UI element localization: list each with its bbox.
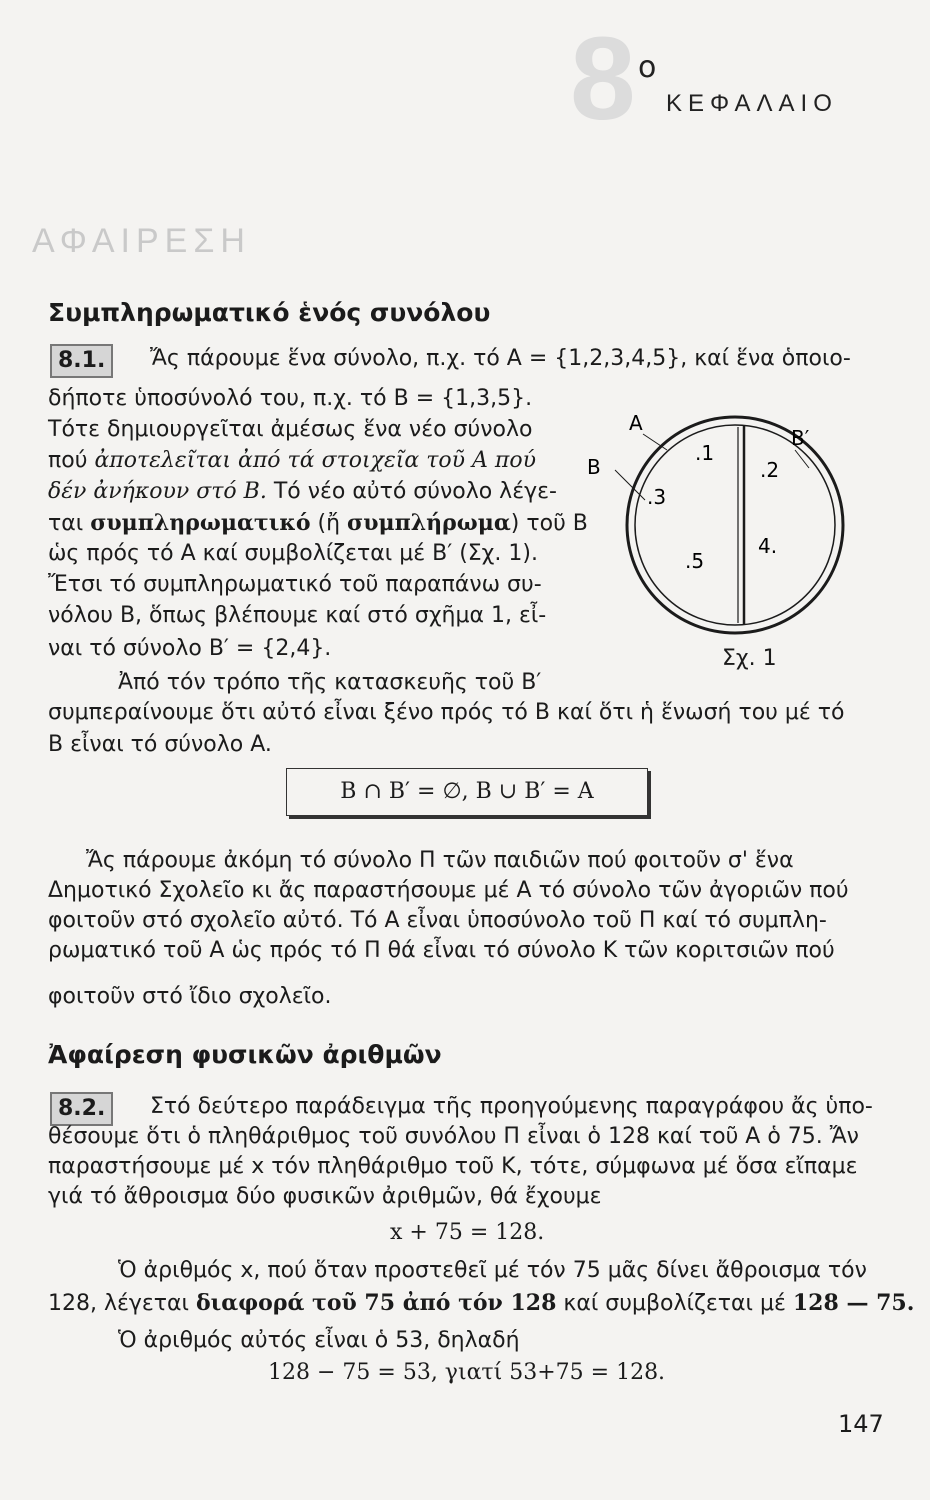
text-line: B εἶναι τό σύνολο A. — [48, 732, 272, 757]
italic-text: δέν ἀνήκουν στό B. — [48, 479, 267, 504]
text-span: ) τοῦ B — [510, 511, 588, 536]
subsection-title-complement: Συμπληρωματικό ἑνός συνόλου — [48, 298, 491, 327]
page-number: 147 — [838, 1410, 884, 1438]
text-line: ναι τό σύνολο B′ = {2,4}. — [48, 636, 332, 661]
label-B: B — [587, 455, 601, 479]
element-1: .1 — [695, 441, 715, 465]
set-A-inner-circle — [635, 425, 835, 625]
label-B-prime-pointer — [795, 450, 809, 468]
subsection-title-subtraction: Ἀφαίρεση φυσικῶν ἀριθμῶν — [48, 1040, 442, 1069]
text-line: παραστήσουμε μέ x τόν πληθάριθμο τοῦ K, τότε, σύμφωνα μέ ὅσα εἴπαμε — [48, 1154, 858, 1179]
text-line: δήποτε ὑποσύνολό του, π.χ. τό B = {1,3,5}. — [48, 386, 533, 411]
formula-box: B ∩ B′ = ∅, B ∪ B′ = A — [286, 768, 648, 816]
chapter-number-superscript: ο — [638, 50, 657, 85]
text-line: Ὁ ἀριθμός αὐτός εἶναι ὁ 53, δηλαδή — [118, 1328, 520, 1353]
element-3: .3 — [647, 485, 667, 509]
chapter-number: 8 — [570, 13, 636, 145]
element-4: 4. — [758, 534, 778, 558]
bold-term: συμπληρωματικό — [90, 510, 311, 536]
label-A-pointer — [643, 434, 667, 450]
italic-text: ἀποτελεῖται ἀπό τά στοιχεῖα τοῦ A πού — [94, 448, 536, 473]
text-span: (ἤ — [310, 511, 348, 536]
venn-diagram-figure — [587, 410, 895, 670]
equation-x-plus-75: x + 75 = 128. — [390, 1220, 545, 1245]
text-span: Τό νέο αὐτό σύνολο λέγε- — [266, 479, 557, 504]
text-line: Ἄς πάρουμε ἀκόμη τό σύνολο Π τῶν παιδιῶν πού φοιτοῦν σ' ἕνα — [86, 848, 794, 873]
text-line: ρωματικό τοῦ A ὡς πρός τό Π θά εἶναι τό σύνολο K τῶν κοριτσιῶν πού — [48, 938, 835, 963]
label-B-prime: B′ — [791, 426, 810, 450]
text-line: Ὁ ἀριθμός x, πού ὅταν προστεθεῖ μέ τόν 75 μᾶς δίνει ἄθροισμα τόν — [118, 1258, 867, 1283]
text-line: συμπεραίνουμε ὅτι αὐτό εἶναι ξένο πρός τό B καί ὅτι ἡ ἕνωσή του μέ τό — [48, 700, 845, 725]
element-5: .5 — [685, 549, 705, 573]
section-title: ΑΦΑΙΡΕΣΗ — [32, 222, 251, 260]
text-line: Ἀπό τόν τρόπο τῆς κατασκευῆς τοῦ B′ — [118, 670, 542, 695]
paragraph-label-8-2: 8.2. — [50, 1092, 113, 1126]
text-line: γιά τό ἄθροισμα δύο φυσικῶν ἀριθμῶν, θά ἔχουμε — [48, 1184, 602, 1209]
figure-caption: Σχ. 1 — [722, 646, 777, 671]
text-line: Ἄς πάρουμε ἕνα σύνολο, π.χ. τό A = {1,2,3,4,5}, καί ἕνα ὁποιο- — [150, 346, 851, 371]
label-A: A — [629, 411, 643, 435]
text-line — [48, 1288, 914, 1319]
text-line: Τότε δημιουργεῖται ἀμέσως ἕνα νέο σύνολο — [48, 417, 533, 442]
set-A-circle — [627, 417, 843, 633]
text-line: ὡς πρός τό A καί συμβολίζεται μέ B′ (Σχ. 1). — [48, 541, 538, 566]
text-line: Δημοτικό Σχολεῖο κι ἄς παραστήσουμε μέ A τό σύνολο τῶν ἀγοριῶν πού — [48, 878, 849, 903]
bold-term: 128 — 75. — [792, 1290, 915, 1316]
text-span: πού — [48, 448, 95, 473]
element-2: .2 — [760, 458, 780, 482]
paragraph-label-8-1: 8.1. — [50, 344, 113, 378]
text-line: φοιτοῦν στό ἴδιο σχολεῖο. — [48, 984, 332, 1009]
text-line — [48, 477, 557, 507]
text-line: φοιτοῦν στό σχολεῖο αὐτό. Τό A εἶναι ὑποσύνολο τοῦ Π καί τό συμπλη- — [48, 908, 827, 933]
equation-128-minus-75: 128 − 75 = 53, γιατί 53+75 = 128. — [268, 1360, 666, 1385]
text-line — [48, 508, 588, 539]
text-line: νόλου B, ὅπως βλέπουμε καί στό σχῆμα 1, εἶ- — [48, 603, 547, 628]
text-line — [48, 446, 536, 476]
text-line: Στό δεύτερο παράδειγμα τῆς προηγούμενης παραγράφου ἄς ὑπο- — [150, 1094, 873, 1119]
text-span: 128, λέγεται — [48, 1291, 196, 1316]
text-line: Ἔτσι τό συμπληρωματικό τοῦ παραπάνω συ- — [48, 572, 542, 597]
chapter-word: ΚΕΦΑΛΑΙΟ — [666, 90, 838, 117]
text-span: καί συμβολίζεται μέ — [556, 1291, 793, 1316]
text-line: θέσουμε ὅτι ὁ πληθάριθμος τοῦ συνόλου Π εἶναι ὁ 128 καί τοῦ A ὁ 75. Ἄν — [48, 1124, 859, 1149]
text-span: ται — [48, 511, 91, 536]
bold-term: διαφορά τοῦ 75 ἀπό τόν 128 — [195, 1290, 557, 1316]
bold-term: συμπλήρωμα — [347, 510, 511, 536]
